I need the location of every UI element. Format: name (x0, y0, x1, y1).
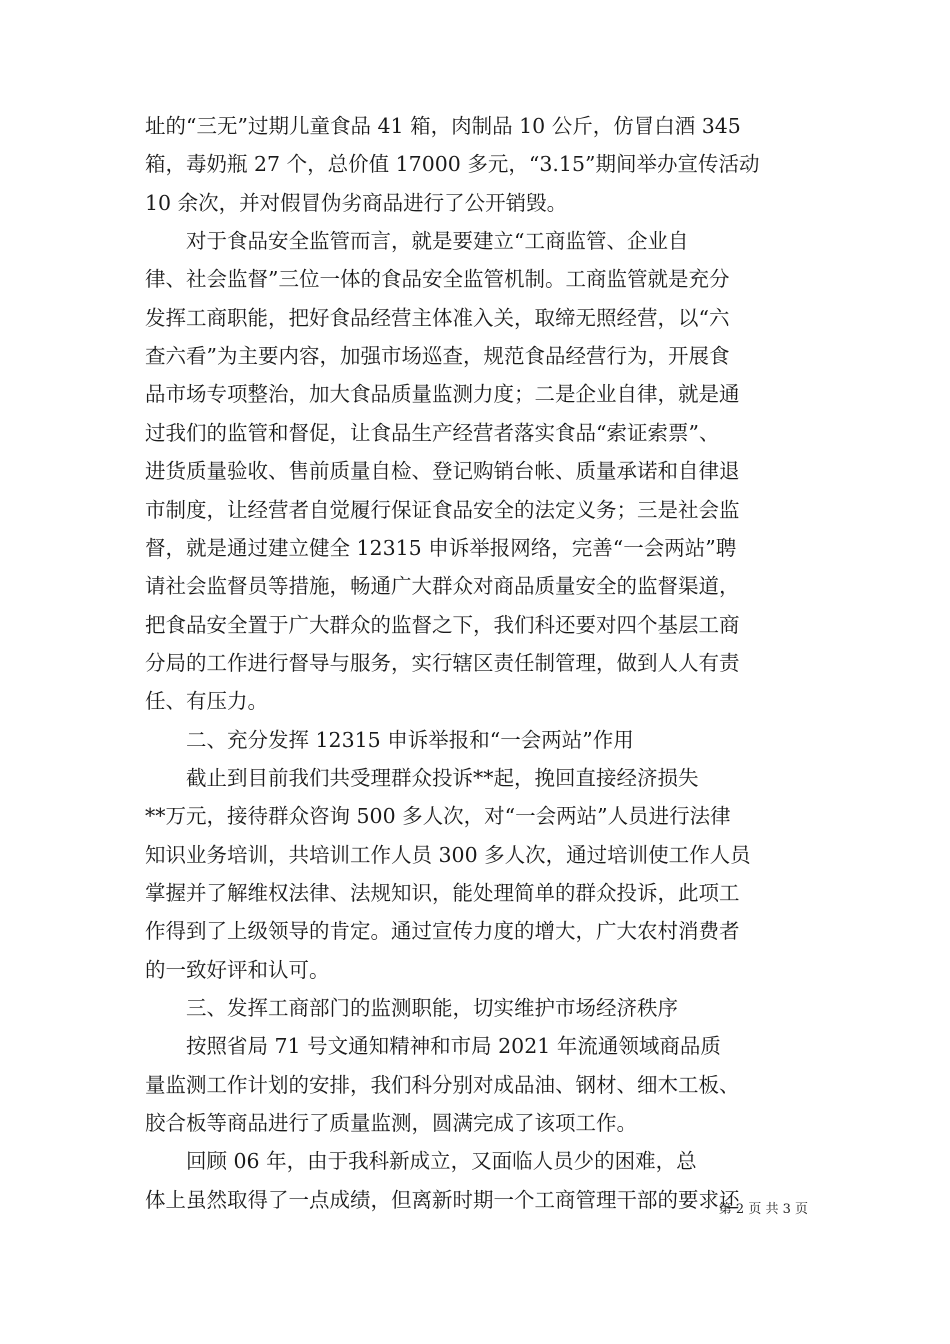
text-line: 作得到了上级领导的肯定。通过宣传力度的增大，广大农村消费者 (145, 919, 740, 944)
text-line: 体上虽然取得了一点成绩，但离新时期一个工商管理干部的要求还 (145, 1187, 740, 1212)
text-line: 回顾 06 年，由于我科新成立，又面临人员少的困难，总 (145, 1149, 697, 1174)
text-line: 截止到目前我们共受理群众投诉**起，挽回直接经济损失 (145, 765, 699, 790)
text-line: 查六看”为主要内容，加强市场巡查，规范食品经营行为，开展食 (145, 344, 730, 369)
text-line: 律、社会监督”三位一体的食品安全监管机制。工商监管就是充分 (145, 267, 730, 292)
text-line: 督，就是通过建立健全 12315 申诉举报网络，完善“一会两站”聘 (145, 535, 737, 560)
text-line: 品市场专项整治，加大食品质量监测力度；二是企业自律，就是通 (145, 382, 740, 407)
text-line: 的一致好评和认可。 (145, 957, 330, 982)
text-line: 10 余次，并对假冒伪劣商品进行了公开销毁。 (145, 190, 568, 215)
text-line: 把食品安全置于广大群众的监督之下，我们科还要对四个基层工商 (145, 612, 740, 637)
text-line: 胶合板等商品进行了质量监测，圆满完成了该项工作。 (145, 1111, 637, 1136)
text-line: 任、有压力。 (145, 689, 268, 714)
text-line: 过我们的监管和督促，让食品生产经营者落实食品“索证索票”、 (145, 420, 720, 445)
text-line: 进货质量验收、售前质量自检、登记购销台帐、质量承诺和自律退 (145, 459, 740, 484)
text-line: 二、充分发挥 12315 申诉举报和“一会两站”作用 (145, 727, 634, 752)
text-line: 箱，毒奶瓶 27 个，总价值 17000 多元，“3.15”期间举办宣传活动 (145, 152, 760, 177)
text-line: **万元，接待群众咨询 500 多人次，对“一会两站”人员进行法律 (145, 804, 731, 829)
text-line: 发挥工商职能，把好食品经营主体准入关，取缔无照经营，以“六 (145, 305, 730, 330)
page-number: 第 2 页 共 3 页 (718, 1202, 808, 1217)
text-line: 分局的工作进行督导与服务，实行辖区责任制管理，做到人人有责 (145, 650, 740, 675)
text-line: 三、发挥工商部门的监测职能，切实维护市场经济秩序 (145, 996, 678, 1021)
text-line: 请社会监督员等措施，畅通广大群众对商品质量安全的监督渠道， (145, 574, 740, 599)
text-line: 对于食品安全监管而言，就是要建立“工商监管、企业自 (145, 229, 689, 254)
text-line: 量监测工作计划的安排，我们科分别对成品油、钢材、细木工板、 (145, 1072, 740, 1097)
text-line: 掌握并了解维权法律、法规知识，能处理简单的群众投诉，此项工 (145, 881, 740, 905)
text-line: 市制度，让经营者自觉履行保证食品安全的法定义务；三是社会监 (145, 497, 740, 522)
text-line: 址的“三无”过期儿童食品 41 箱，肉制品 10 公斤，仿冒白酒 345 (145, 114, 741, 138)
text-line: 知识业务培训，共培训工作人员 300 多人次，通过培训使工作人员 (145, 842, 751, 867)
text-line: 按照省局 71 号文通知精神和市局 2021 年流通领域商品质 (145, 1034, 721, 1059)
